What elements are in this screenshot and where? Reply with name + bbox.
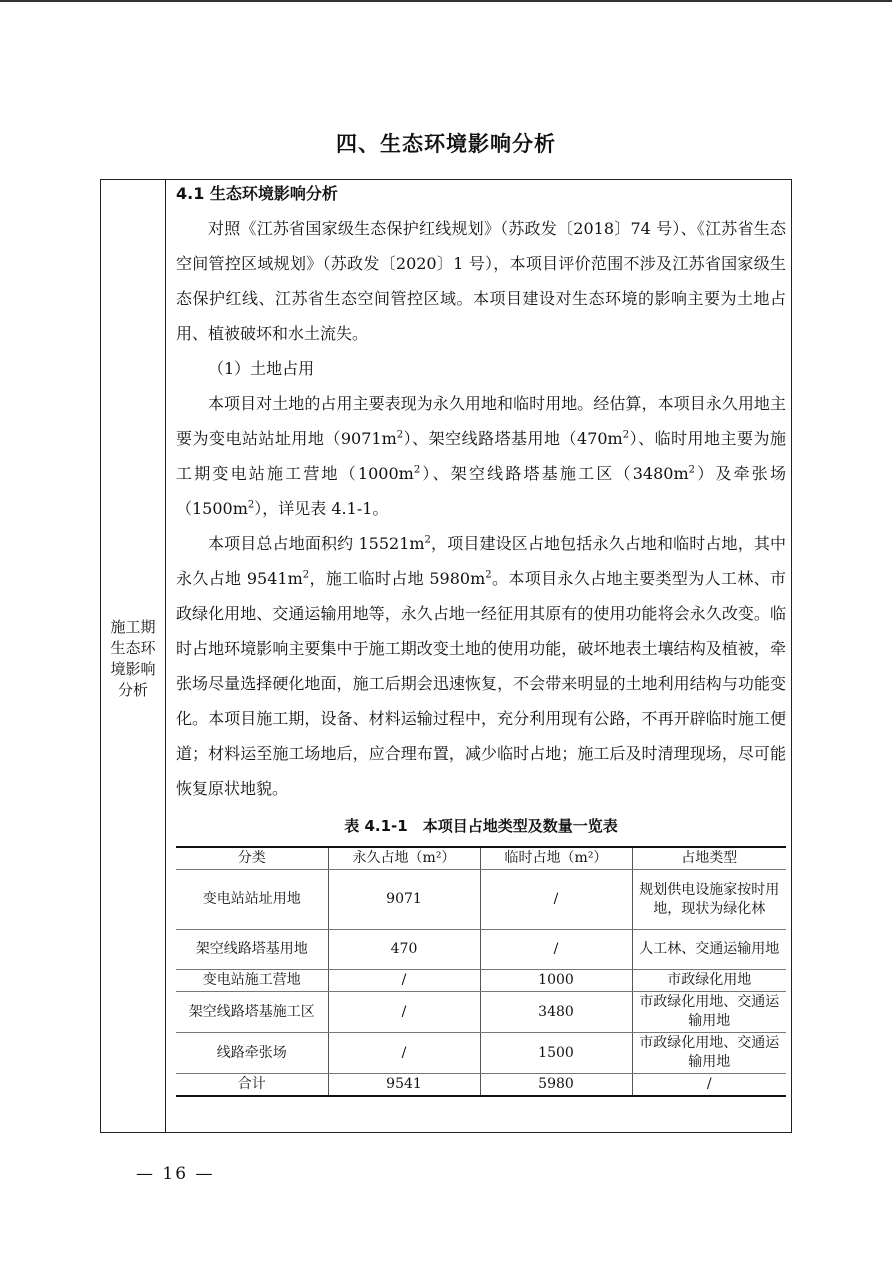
content-frame xyxy=(100,179,792,1133)
text-run: ）、架空线路塔基施工区（3480m xyxy=(420,464,689,483)
item-land-occupation: （1）土地占用 xyxy=(208,359,315,378)
frame-divider xyxy=(165,180,166,1132)
table-caption: 表 4.1-1 本项目占地类型及数量一览表 xyxy=(344,817,618,835)
table-cell: 市政绿化用地、交通运输用地 xyxy=(632,1033,786,1074)
table-row xyxy=(176,930,786,970)
text-run: 本项目总占地面积约 15521m xyxy=(208,534,425,553)
table-row xyxy=(176,870,786,930)
table-cell: / xyxy=(328,1033,480,1074)
table-cell: / xyxy=(632,1074,786,1097)
table-cell: / xyxy=(480,870,632,930)
table-cell: 合计 xyxy=(176,1074,328,1097)
table-row xyxy=(176,1033,786,1074)
table-cell: 470 xyxy=(328,930,480,970)
top-rule xyxy=(0,0,892,2)
table-cell: 9541 xyxy=(328,1074,480,1097)
left-label-line: 生态环 xyxy=(110,639,156,657)
superscript: 2 xyxy=(302,569,310,581)
paragraph-1: 对照《江苏省国家级生态保护红线规划》（苏政发〔2018〕74 号）、《江苏省生态空间管控区域规划》（苏政发〔2020〕1 号），本项目评价范围不涉及江苏省国家级生态保护红线、江苏省生态空间管控区域。本项目建设对生态环境的影响主要为土地占用、植被破坏和水土流失。 xyxy=(176,219,786,343)
table-header: 永久占地（m²） xyxy=(328,847,480,870)
table-cell: 架空线路塔基施工区 xyxy=(176,992,328,1033)
left-label-line: 境影响 xyxy=(110,660,156,678)
text-run: ），详见表 4.1-1。 xyxy=(254,499,389,518)
superscript: 2 xyxy=(622,429,630,441)
left-label xyxy=(101,617,165,701)
superscript: 2 xyxy=(247,499,255,511)
text-run: ，施工临时占地 5980m xyxy=(309,569,486,588)
table-cell: 市政绿化用地 xyxy=(632,970,786,992)
text-run: ，项目建设区占地包括永久占地和临时占地，其中永久占地 9541m xyxy=(176,534,786,588)
table-header: 占地类型 xyxy=(632,847,786,870)
table-cell: / xyxy=(328,970,480,992)
table-cell: 市政绿化用地、交通运输用地 xyxy=(632,992,786,1033)
table-header: 临时占地（m²） xyxy=(480,847,632,870)
table-cell: 变电站站址用地 xyxy=(176,870,328,930)
table-cell: 5980 xyxy=(480,1074,632,1097)
superscript: 2 xyxy=(424,534,431,546)
land-use-table xyxy=(176,846,786,1097)
page-number: — 16 — xyxy=(136,1164,215,1184)
table-row xyxy=(176,970,786,992)
superscript: 2 xyxy=(688,464,695,476)
table-cell: 1500 xyxy=(480,1033,632,1074)
content-body xyxy=(176,180,786,1097)
chapter-title: 四、生态环境影响分析 xyxy=(336,132,556,156)
left-label-line: 分析 xyxy=(117,681,148,699)
table-row xyxy=(176,1074,786,1097)
table-cell: 架空线路塔基用地 xyxy=(176,930,328,970)
superscript: 2 xyxy=(396,429,404,441)
table-cell: 3480 xyxy=(480,992,632,1033)
left-label-line: 施工期 xyxy=(110,618,156,636)
table-cell: 线路牵张场 xyxy=(176,1033,328,1074)
table-cell: 规划供电设施家按时用地，现状为绿化林 xyxy=(632,870,786,930)
paragraph-3 xyxy=(176,526,786,806)
table-cell: 变电站施工营地 xyxy=(176,970,328,992)
table-cell: / xyxy=(480,930,632,970)
table-cell: 1000 xyxy=(480,970,632,992)
text-run: 本项目对土地的占用主要表现为永久用地和临时用地。经估算，本项目永久用地主要为变电站站址用地（9071m xyxy=(176,394,786,448)
table-cell: 人工林、交通运输用地 xyxy=(632,930,786,970)
text-run: ）及牵张场（1500m xyxy=(176,464,786,518)
section-title: 4.1 生态环境影响分析 xyxy=(176,184,338,203)
table-row xyxy=(176,992,786,1033)
superscript: 2 xyxy=(485,569,492,581)
text-run: ）、临时用地主要为施工期变电站施工营地（1000m xyxy=(176,429,786,483)
table-header-row xyxy=(176,847,786,870)
paragraph-2 xyxy=(176,386,786,526)
table-header: 分类 xyxy=(176,847,328,870)
text-run: 。本项目永久占地主要类型为人工林、市政绿化用地、交通运输用地等，永久占地一经征用其原有的使用功能将会永久改变。临时占地环境影响主要集中于施工期改变土地的使用功能，破坏地表土壤结构及植被，牵张场尽量选择硬化地面，施工后期会迅速恢复，不会带来明显的土地利用结构与功能变化。本项目施工期，设备、材料运输过程中，充分利用现有公路，不再开辟临时施工便道；材料运至施工场地后，应合理布置，减少临时占地；施工后及时清理现场，尽可能恢复原状地貌。 xyxy=(176,569,786,798)
table-cell: 9071 xyxy=(328,870,480,930)
superscript: 2 xyxy=(413,464,421,476)
text-run: ）、架空线路塔基用地（470m xyxy=(403,429,623,448)
table-cell: / xyxy=(328,992,480,1033)
